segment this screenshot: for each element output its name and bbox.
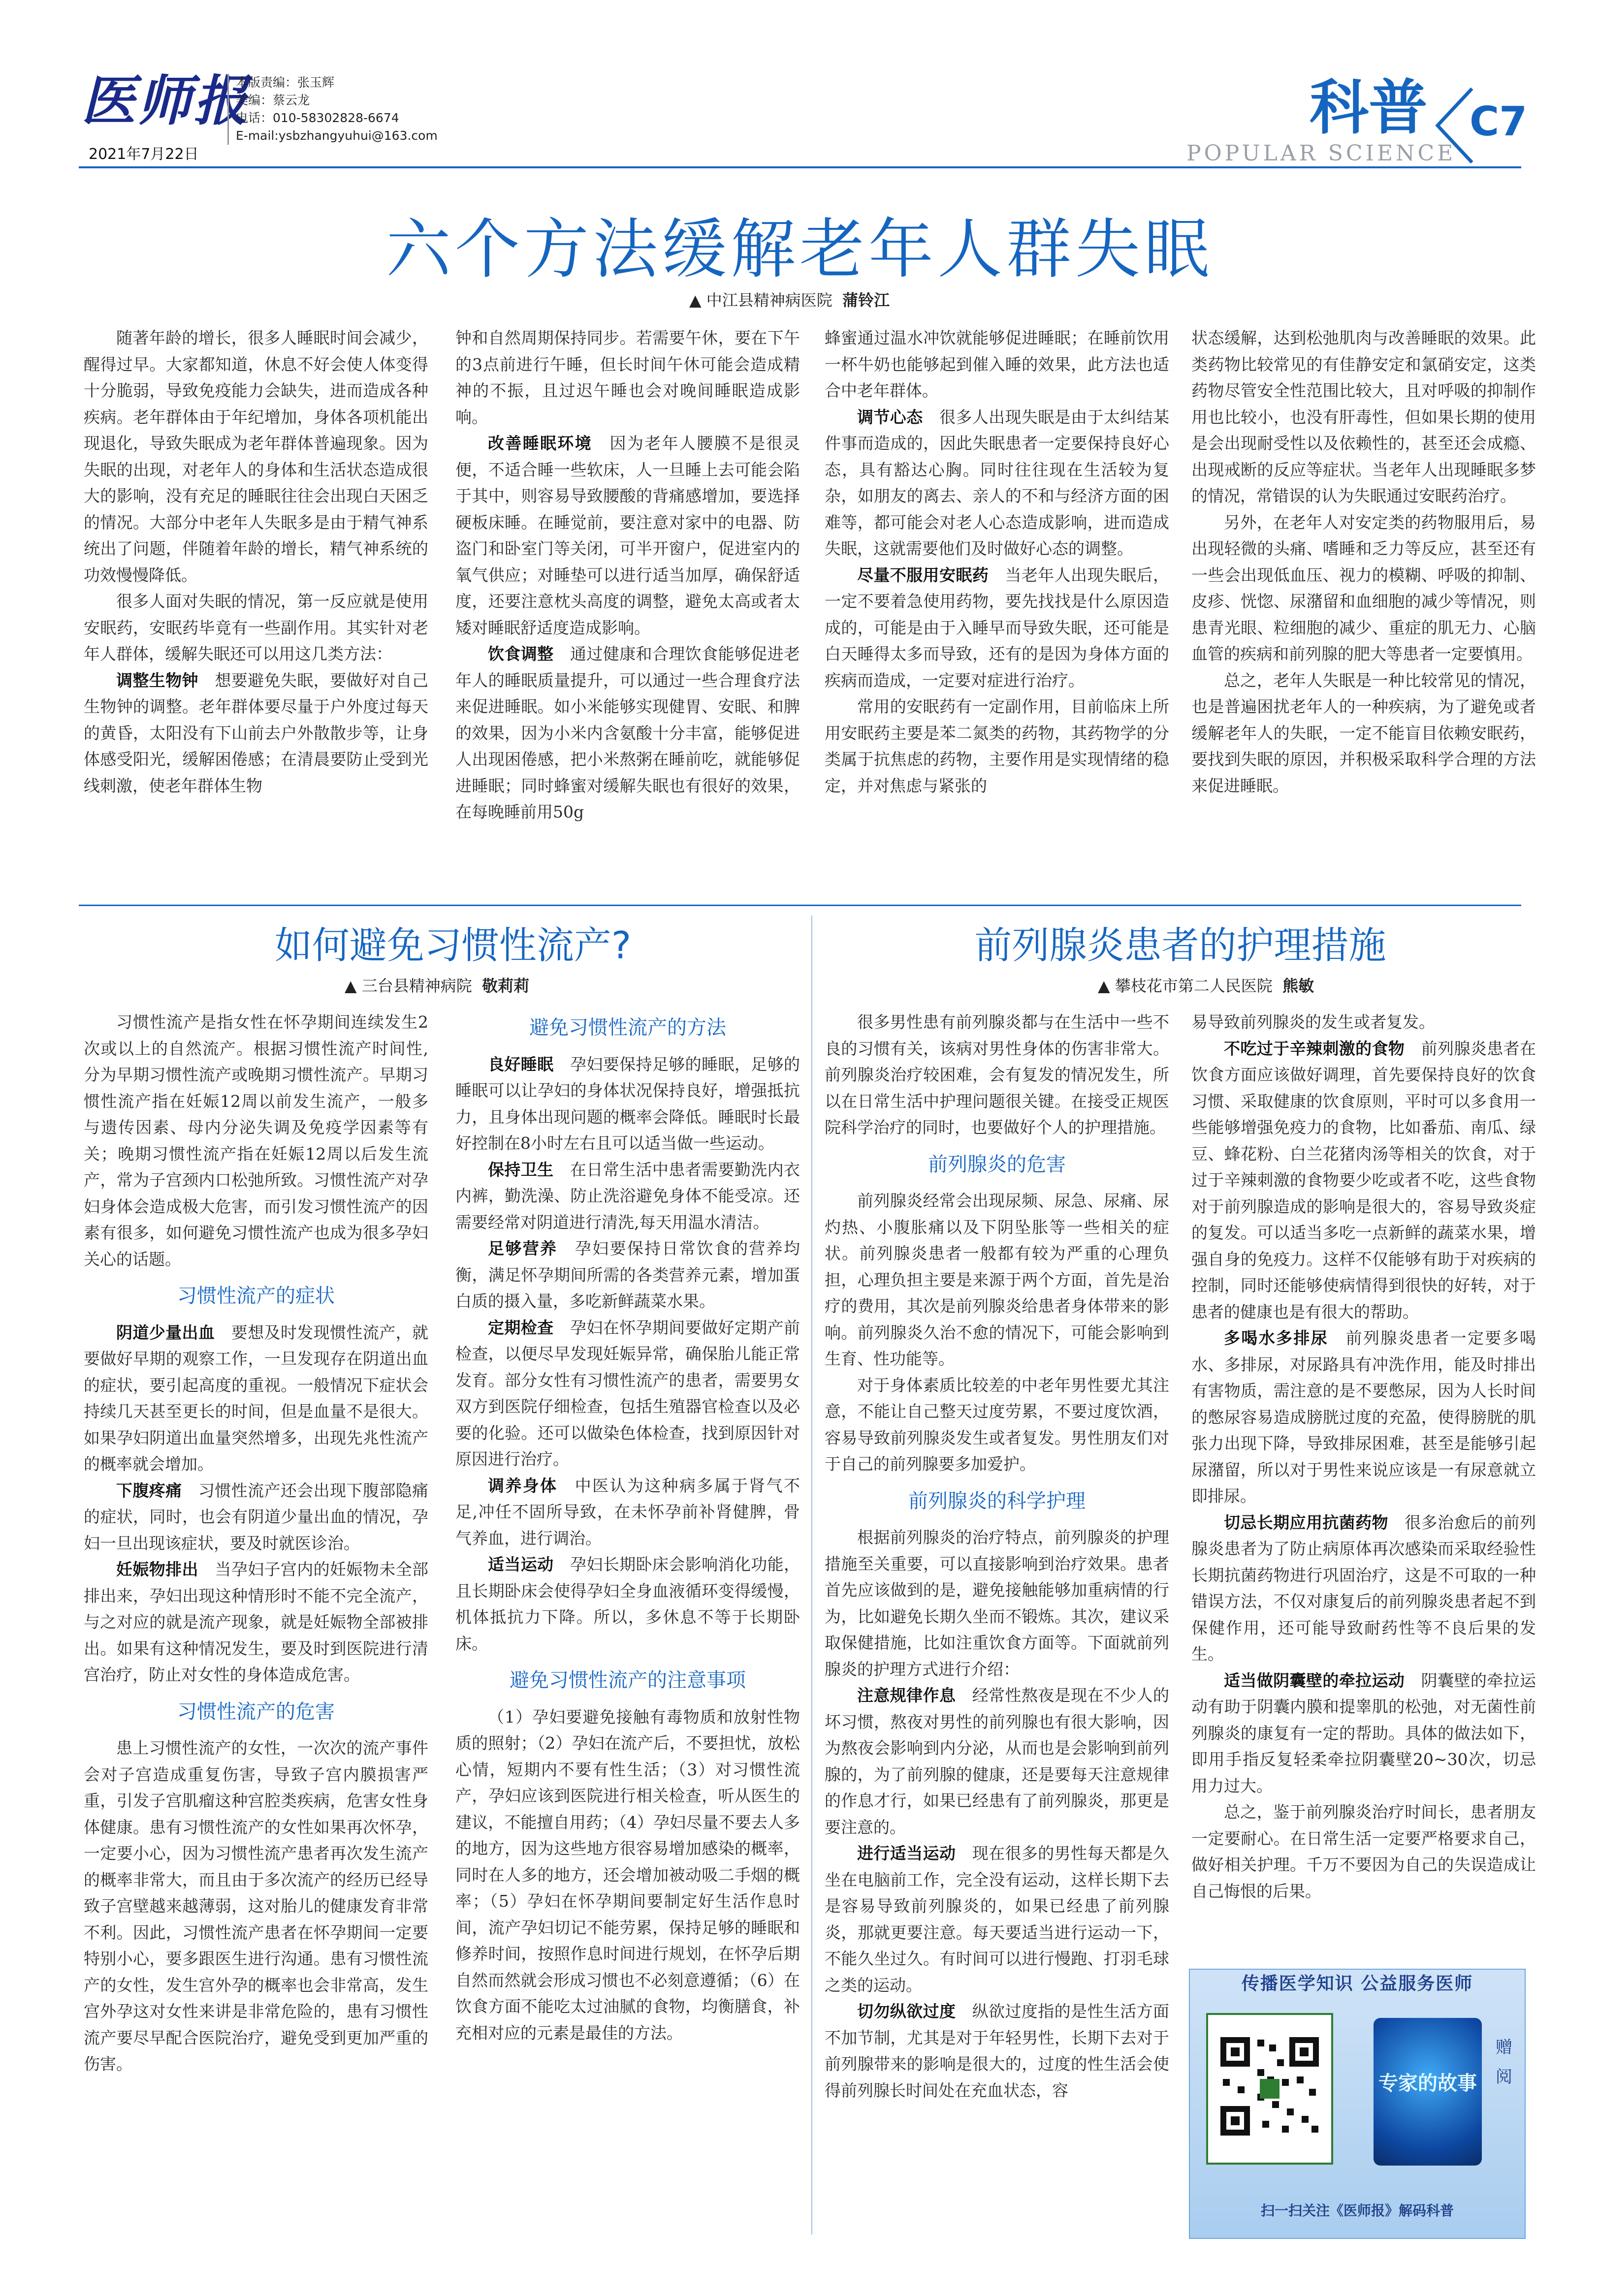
- subheading: 避免习惯性流产的方法: [529, 1016, 726, 1039]
- section-name: 科普: [1310, 74, 1428, 142]
- paragraph-text: 纵欲过度指的是性生活方面不加节制，尤其是对于年轻男性，长期下去对于前列腺带来的影响是很大的，过度的性生活会使得前列腺长时间处在充血状态，容: [825, 2002, 1169, 2100]
- promo-slogan: 传播医学知识 公益服务医师: [1241, 1974, 1473, 1994]
- paragraph-keyword: 不吃过于辛辣刺激的食物: [1224, 1038, 1421, 1058]
- paragraph-text: 前列腺炎患者在饮食方面应该做好调理，首先要保持良好的饮食习惯、采取健康的饮食原则，平时可以多食用一些能够增强免疫力的食物，比如番茄、南瓜、绿豆、蜂花粉、白兰花猪肉汤等相关的饮食，对于过于辛辣刺激的食物要少吃或者不吃，这些食物对于前列腺造成的影响是很大的，容易导致炎症的复发。可以适当多吃一点新鲜的蔬菜水果，增强自身的免疫力。这样不仅能够有助于对疾病的控制，同时还能够使病情得到很快的好转，对于患者的健康也是有很大的帮助。: [1191, 1038, 1536, 1321]
- paragraph: [825, 1372, 1169, 1478]
- paragraph-text: 孕妇要保持足够的睡眠，足够的睡眠可以让孕妇的身体状况保持良好，增强抵抗力，且身体出现问题的概率会降低。睡眠时长最好控制在8小时左右且可以适当做一些运动。: [455, 1054, 800, 1153]
- paragraph-keyword: 注意规律作息: [857, 1686, 972, 1705]
- editor-line: E-mail:ysbzhangyuhui@163.com: [236, 128, 438, 143]
- qr-code-icon[interactable]: [1206, 2013, 1333, 2165]
- paragraph: [84, 1556, 428, 1688]
- paragraph-keyword: 妊娠物排出: [116, 1560, 215, 1579]
- byline-author: 敬莉莉: [482, 976, 530, 995]
- editor-info: [227, 74, 438, 145]
- paragraph-text: 通过健康和合理饮食能够促进老年人的睡眠质量提升，可以通过一些合理食疗法来促进睡眠。如小米能够实现健胃、安眠、和脾的效果，因为小米内含氨酸十分丰富，能够促进人出现困倦感，把小米熬粥在睡前吃，就能够促进睡眠；同时蜂蜜对缓解失眠也有很好的效果，在每晚睡前用50g: [455, 644, 800, 821]
- paragraph: [1191, 1510, 1536, 1667]
- paragraph-keyword: 调节心态: [857, 407, 939, 427]
- header-rule: [79, 166, 1521, 168]
- paragraph-text: 很多人面对失眠的情况，第一反应就是使用安眠药，安眠药毕竟有一些副作用。其实针对老年人群体，缓解失眠还可以用这几类方法：: [84, 592, 428, 663]
- section-divider: [79, 905, 1521, 906]
- paragraph-text: 另外，在老年人对安定类的药物服用后，易出现轻微的头痛、嗜睡和乏力等反应，甚至还有一些会出现低血压、视力的模糊、呼吸的抑制、皮疹、恍惚、尿潴留和血细胞的减少等情况，则患青光眼、粒细胞的减少、重症的肌无力、心脑血管的疾病和前列腺的肥大等患者一定要慎用。: [1191, 512, 1536, 663]
- paragraph-keyword: 多喝水多排尿: [1224, 1328, 1346, 1348]
- paragraph-text: 总之，老年人失眠是一种比较常见的情况，也是普遍困扰老年人的一种疾病，为了避免或者缓解老年人的失眠，一定不能盲目依赖安眠药，要找到失眠的原因，并积极采取科学合理的方法来促进睡眠。: [1191, 670, 1536, 795]
- paragraph: [825, 1524, 1169, 1682]
- paragraph: [84, 588, 428, 667]
- paragraph-keyword: 调整生物钟: [116, 670, 215, 690]
- paragraph-text: 很多男性患有前列腺炎都与在生活中一些不良的习惯有关，该病对男性身体的伤害非常大。前列腺炎治疗较困难，会有复发的情况发生，所以在日常生活中护理问题很关键。在接受正规医院科学治疗的同时，也要做好个人的护理措施。: [825, 1012, 1169, 1137]
- article1-column-2: [455, 325, 800, 893]
- paragraph: [825, 1682, 1169, 1840]
- paragraph: [455, 1051, 800, 1157]
- paragraph-text: 前列腺炎经常会出现尿频、尿急、尿痛、尿灼热、小腹胀痛以及下阴坠胀等一些相关的症状。前列腺炎患者一般都有较为严重的心理负担，心理负担主要是来源于两个方面，首先是治疗的费用，其次是前列腺炎给患者身体带来的影响。前列腺炎久治不愈的情况下，可能会影响到生育、性功能等。: [825, 1191, 1169, 1368]
- byline-org: ▲ 攀枝花市第二人民医院: [1098, 976, 1273, 995]
- paragraph-keyword: 下腹疼痛: [116, 1480, 198, 1500]
- paragraph: [1191, 1799, 1536, 1904]
- byline-org: ▲ 三台县精神病院: [345, 976, 472, 995]
- paragraph: [455, 1551, 800, 1657]
- article2-column-1: [84, 1009, 428, 2230]
- paragraph: [455, 1473, 800, 1552]
- paragraph-keyword: 切勿纵欲过度: [857, 2002, 972, 2021]
- paragraph: [825, 1009, 1169, 1141]
- paragraph-text: 前列腺炎患者一定要多喝水、多排尿，对尿路具有冲洗作用，能及时排出有害物质，需注意的是不要憋尿，因为人长时间的憋尿容易造成膀胱过度的充盈，使得膀胱的肌张力出现下降，导致排尿困难，甚至是能够引起尿潴留，所以对于男性来说应该是一有尿意就立即排尿。: [1191, 1328, 1536, 1506]
- paragraph-text: 阴囊壁的牵拉运动有助于阴囊内膜和提睾肌的松弛，对无菌性前列腺炎的康复有一定的帮助。具体的做法如下，即用手指反复轻柔牵拉阴囊壁20~30次，切忌用力过大。: [1191, 1670, 1536, 1795]
- byline-org: ▲ 中江县精神病医院: [689, 291, 832, 310]
- paragraph: [84, 325, 428, 588]
- paragraph-text: 在日常生活中患者需要勤洗内衣内裤，勤洗澡、防止洗浴避免身体不能受凉。还需要经常对阴道进行清洗,每天用温水清洁。: [455, 1160, 800, 1232]
- paragraph: [84, 667, 428, 799]
- editor-line: 美编：蔡云龙: [236, 93, 310, 107]
- article1-column-3: [825, 325, 1169, 893]
- masthead-logo: 医师报: [81, 69, 250, 132]
- paragraph-keyword: 调养身体: [488, 1476, 575, 1495]
- article2-title: 如何避免习惯性流产?: [274, 923, 632, 967]
- section-english: POPULAR SCIENCE: [1186, 141, 1456, 166]
- article2-byline: [345, 974, 529, 996]
- paragraph: [84, 1478, 428, 1557]
- paragraph-text: 患上习惯性流产的女性，一次次的流产事件会对子宫造成重复伤害，导致子宫内膜损害严重，引发子宫肌瘤这种宫腔类疾病，危害女性身体健康。患有习惯性流产的女性如果再次怀孕，一定要小心，因为习惯性流产患者再次发生流产的概率非常大，而且由于多次流产的经历已经导致子宫壁越来越薄弱，这对胎儿的健康发育非常不利。因此，习惯性流产患者在怀孕期间一定要特别小心，要多跟医生进行沟通。患有习惯性流产的女性，发生宫外孕的概率也会非常高，发生宫外孕这对女性来讲是非常危险的，患有习惯性流产要尽早配合医院治疗，避免受到更加严重的伤害。: [84, 1738, 428, 2074]
- paragraph: [455, 1704, 800, 2046]
- paragraph: [1191, 509, 1536, 667]
- subheading: 习惯性流产的危害: [177, 1700, 335, 1723]
- paragraph-keyword: 定期检查: [488, 1318, 570, 1337]
- paragraph-keyword: 足够营养: [488, 1239, 575, 1258]
- paragraph-keyword: 进行适当运动: [857, 1844, 972, 1863]
- paragraph-text: 经常性熬夜是现在不少人的坏习惯，熬夜对男性的前列腺也有很大影响，因为熬夜会影响到内分泌，从而也是会影响到前列腺的，为了前列腺的健康，还是要每天注意规律的作息才行，如果已经患有了前列腺炎，那更是要注意的。: [825, 1686, 1169, 1837]
- paragraph: [825, 562, 1169, 694]
- article1-column-4: [1191, 325, 1536, 893]
- paragraph-keyword: 改善睡眠环境: [488, 434, 610, 453]
- editor-line: 本版责编：张玉辉: [236, 75, 335, 90]
- paragraph-keyword: 切忌长期应用抗菌药物: [1224, 1512, 1405, 1532]
- subheading: 前列腺炎的危害: [928, 1153, 1066, 1176]
- paragraph: [825, 1998, 1169, 2104]
- paragraph: [455, 641, 800, 825]
- paragraph-keyword: 良好睡眠: [488, 1054, 570, 1074]
- paragraph: [825, 404, 1169, 562]
- paragraph-text: 中医认为这种病多属于肾气不足,冲任不固所导致，在未怀孕前补肾健脾，骨气养血，进行调治。: [455, 1476, 800, 1548]
- paragraph-keyword: 适当做阴囊壁的牵拉运动: [1224, 1670, 1421, 1690]
- paragraph-text: 很多治愈后的前列腺炎患者为了防止病原体再次感染而采取经验性长期抗菌药物进行巩固治疗，这是不可取的一种错误方法，不仅对康复后的前列腺炎患者起不到保健作用，还可能导致耐药性等不良后果的发生。: [1191, 1512, 1536, 1664]
- promo-poster-title: 专家的故事: [1378, 2072, 1477, 2095]
- byline-author: 蒲铃江: [842, 291, 890, 310]
- paragraph: [1191, 1036, 1536, 1325]
- paragraph: [84, 1320, 428, 1478]
- paragraph: [1191, 1667, 1536, 1799]
- paragraph-text: 很多人出现失眠是由于太纠结某件事而造成的，因此失眠患者一定要保持良好心态，具有豁达心胸。同时往往现在生活较为复杂，如朋友的离去、亲人的不和与经济方面的困难等，都可能会对老人心态造成影响，进而造成失眠，这就需要他们及时做好心态的调整。: [825, 407, 1169, 558]
- editor-line: 电话：010-58302828-6674: [236, 111, 399, 125]
- article1-byline: [689, 288, 890, 311]
- paragraph: [825, 693, 1169, 799]
- paragraph: [1191, 325, 1536, 509]
- paragraph: [1191, 1325, 1536, 1510]
- paragraph-keyword: 保持卫生: [488, 1160, 570, 1179]
- article1-title: 六个方法缓解老年人群失眠: [386, 212, 1213, 287]
- column-divider: [811, 915, 812, 2234]
- paragraph-text: 孕妇长期卧床会影响消化功能，且长期卧床会使得孕妇全身血液循环变得缓慢，机体抵抗力下降。所以，多休息不等于长期卧床。: [455, 1555, 800, 1653]
- paragraph-text: （1）孕妇要避免接触有毒物质和放射性物质的照射；（2）孕妇在流产后，不要担忧，放松心情，短期内不要有性生活；（3）对习惯性流产，孕妇应该到医院进行相关检查，听从医生的建议，不能擅自用药；（4）孕妇尽量不要去人多的地方，因为这些地方很容易增加感染的概率，同时在人多的地方，还会增加被动吸二手烟的概率；（5）孕妇在怀孕期间要制定好生活作息时间，流产孕妇切记不能劳累，保持足够的睡眠和修养时间，按照作息时间进行规划，在怀孕后期自然而然就会形成习惯也不必刻意遵循；（6）在饮食方面不能吃太过油腻的食物，均衡膳食，补充相对应的元素是最佳的方法。: [455, 1707, 800, 2043]
- article3-column-2: [1191, 1009, 1536, 1954]
- paragraph: [455, 1315, 800, 1473]
- paragraph-text: 习惯性流产是指女性在怀孕期间连续发生2次或以上的自然流产。根据习惯性流产时间性,分为早期习惯性流产或晚期习惯性流产。早期习惯性流产指在妊娠12周以前发生流产，一般多与遗传因素、母内分泌失调及免疫学因素等有关；晚期习惯性流产指在妊娠12周以后发生流产，常为子宫颈内口松弛所致。习惯性流产对孕妇身体会造成极大危害，而引发习惯性流产的因素有很多，如何避免习惯性流产也成为很多孕妇关心的话题。: [84, 1012, 428, 1269]
- paragraph: [1191, 667, 1536, 799]
- paragraph-text: 易导致前列腺炎的发生或者复发。: [1191, 1012, 1435, 1032]
- article2-column-2: [455, 1004, 800, 2230]
- paragraph-keyword: 适当运动: [488, 1555, 570, 1574]
- paragraph-text: 对于身体素质比较差的中老年男性要尤其注意，不能让自己整天过度劳累，不要过度饮酒，容易导致前列腺炎发生或者复发。男性朋友们对于自己的前列腺要多加爱护。: [825, 1375, 1169, 1474]
- paragraph-text: 当老年人出现失眠后，一定不要着急使用药物，要先找找是什么原因造成的，可能是由于入睡早而导致失眠，还可能是白天睡得太多而导致，还有的是因为身体方面的疾病而造成，一定要对症进行治疗。: [825, 565, 1169, 690]
- paragraph: [825, 1840, 1169, 1998]
- issue-date: 2021年7月22日: [89, 146, 199, 163]
- byline-author: 熊敏: [1282, 976, 1314, 995]
- paragraph: [455, 1157, 800, 1236]
- paragraph-keyword: 阴道少量出血: [116, 1322, 231, 1342]
- paragraph-text: 总之，鉴于前列腺炎治疗时间长，患者朋友一定要耐心。在日常生活一定要严格要求自己，做好相关护理。千万不要因为自己的失误造成让自己悔恨的后果。: [1191, 1802, 1536, 1901]
- paragraph-text: 习惯性流产还会出现下腹部隐痛的症状，同时，也会有阴道少量出血的情况，孕妇一旦出现该症状，要及时就医诊治。: [84, 1480, 428, 1553]
- paragraph: [455, 430, 800, 641]
- page-number: C7: [1470, 98, 1528, 145]
- paragraph-text: 状态缓解，达到松弛肌肉与改善睡眠的效果。此类药物比较常见的有佳静安定和氯硝安定，这类药物尽管安全性范围比较大，且对呼吸的抑制作用也比较小，也没有肝毒性，但如果长期的使用是会出现耐受性以及依赖性的，甚至还会成瘾、出现戒断的反应等症状。当老年人出现睡眠多梦的情况，常错误的认为失眠通过安眠药治疗。: [1191, 328, 1536, 505]
- paragraph-keyword: 尽量不服用安眠药: [857, 565, 1005, 585]
- promo-side-label: 赠阅: [1496, 2038, 1512, 2087]
- article3-column-1: [825, 1009, 1169, 2230]
- article3-title: 前列腺炎患者的护理措施: [974, 923, 1386, 967]
- paragraph: [455, 1235, 800, 1315]
- paragraph-keyword: 饮食调整: [488, 644, 570, 663]
- paragraph-text: 蜂蜜通过温水冲饮就能够促进睡眠；在睡前饮用一杯牛奶也能够起到催入睡的效果，此方法也适合中老年群体。: [825, 328, 1169, 400]
- subheading: 前列腺炎的科学护理: [908, 1489, 1086, 1512]
- paragraph-text: 钟和自然周期保持同步。若需要午休，要在下午的3点前进行午睡，但长时间午休可能会造成精神的不振，且过迟午睡也会对晚间睡眠造成影响。: [455, 328, 800, 427]
- paragraph-text: 当孕妇子宫内的妊娠物未全部排出来，孕妇出现这种情形时不能不完全流产，与之对应的就是流产现象，就是妊娠物全部被排出。如果有这种情况发生，要及时到医院进行清宫治疗，防止对女性的身体造成危害。: [84, 1560, 428, 1684]
- paragraph-text: 孕妇在怀孕期间要做好定期产前检查，以便尽早发现妊娠异常，确保胎儿能正常发育。部分女性有习惯性流产的患者，需要男女双方到医院仔细检查，包括生殖器官检查以及必要的化验。还可以做染色体检查，找到原因针对原因进行治疗。: [455, 1318, 800, 1469]
- paragraph-text: 要想及时发现惯性流产，就要做好早期的观察工作，一旦发现存在阴道出血的症状，要引起高度的重视。一般情况下症状会持续几天甚至更长的时间，但是血量不是很大。如果孕妇阴道出血量突然增多，出现先兆性流产的概率就会增加。: [84, 1322, 428, 1474]
- subheading: 习惯性流产的症状: [177, 1285, 335, 1307]
- paragraph: [825, 325, 1169, 404]
- paragraph: [825, 1188, 1169, 1372]
- paragraph: [455, 325, 800, 430]
- paragraph: [84, 1009, 428, 1272]
- paragraph-text: 常用的安眠药有一定副作用，目前临床上所用安眠药主要是苯二氮类的药物，其药物学的分类属于抗焦虑的药物，主要作用是实现情绪的稳定，并对焦虑与紧张的: [825, 697, 1169, 795]
- paragraph-text: 孕妇要保持日常饮食的营养均衡，满足怀孕期间所需的各类营养元素，增加蛋白质的摄入量，多吃新鲜蔬菜水果。: [455, 1239, 800, 1311]
- paragraph: [84, 1735, 428, 2077]
- paragraph-text: 随著年龄的增长，很多人睡眠时间会减少，醒得过早。大家都知道，休息不好会使人体变得十分脆弱，导致免疫能力会缺失，进而造成各种疾病。老年群体由于年纪增加，身体各项机能出现退化，导致失眠成为老年群体普遍现象。因为失眠的出现，对老年人的身体和生活状态造成很大的影响，没有充足的睡眠往往会出现白天困乏的情况。大部分中老年人失眠多是由于精气神系统出了问题，伴随着年龄的增长，精气神系统的功效慢慢降低。: [84, 328, 428, 585]
- article3-byline: [1098, 974, 1314, 996]
- article1-column-1: [84, 325, 428, 893]
- paragraph-text: 根据前列腺炎的治疗特点，前列腺炎的护理措施至关重要，可以直接影响到治疗效果。患者首先应该做到的是，避免接触能够加重病情的行为，比如避免长期久坐而不锻炼。其次，建议采取保健措施，比如注重饮食方面等。下面就前列腺炎的护理方式进行介绍：: [825, 1528, 1169, 1679]
- paragraph-text: 想要避免失眠，要做好对自己生物钟的调整。老年群体要尽量于户外度过每天的黄昏，太阳没有下山前去户外散散步等，让身体感受阳光，缓解困倦感；在清晨要防止受到光线刺激，使老年群体生物: [84, 670, 428, 795]
- promo-caption: 扫一扫关注《医师报》解码科普: [1260, 2202, 1454, 2219]
- paragraph-text: 因为老年人腰膜不是很灵便，不适合睡一些软床，人一旦睡上去可能会陷于其中，则容易导致腰酸的背痛感增加，要选择硬板床睡。在睡觉前，要注意对家中的电器、防盗门和卧室门等关闭，可半开窗户，促进室内的氧气供应；对睡垫可以进行适当加厚，确保舒适度，还要注意枕头高度的调整，避免太高或者太矮对睡眠舒适度造成影响。: [455, 434, 800, 637]
- paragraph: [1191, 1009, 1536, 1036]
- subheading: 避免习惯性流产的注意事项: [510, 1669, 746, 1692]
- paragraph-text: 现在很多的男性每天都是久坐在电脑前工作，完全没有运动，这样长期下去是容易导致前列腺炎的，如果已经患了前列腺炎，那就更要注意。每天要适当进行运动一下，不能久坐过久。有时间可以进行慢跑、打羽毛球之类的运动。: [825, 1844, 1169, 1995]
